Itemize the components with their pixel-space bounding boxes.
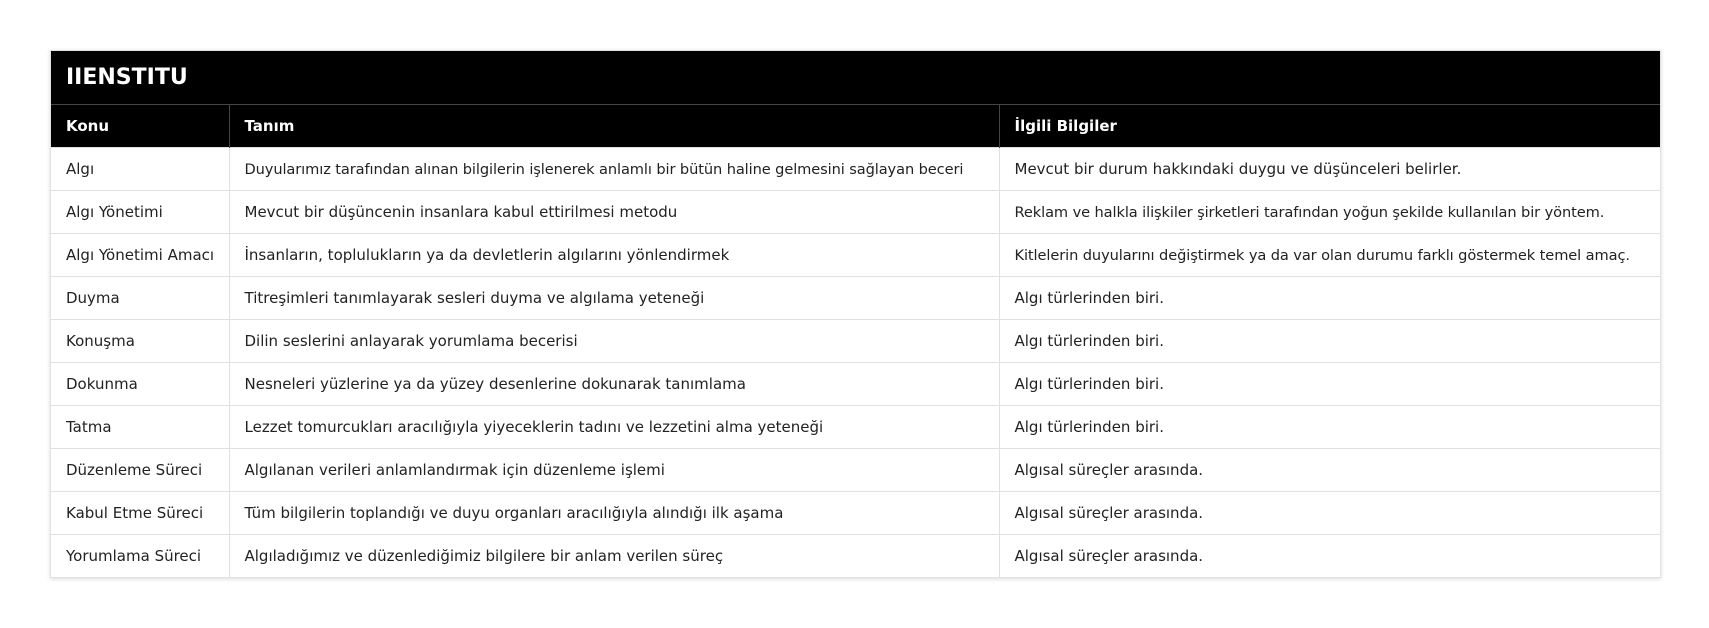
table-row	[51, 363, 1660, 406]
cell-konu: Düzenleme Süreci	[51, 449, 229, 492]
cell-tanim: İnsanların, toplulukların ya da devletlerin algılarını yönlendirmek	[229, 234, 999, 277]
table-header-row	[51, 105, 1660, 148]
cell-ilgili-bilgiler: Algı türlerinden biri.	[999, 277, 1660, 320]
info-table-card	[50, 50, 1661, 578]
cell-tanim: Titreşimleri tanımlayarak sesleri duyma ve algılama yeteneği	[229, 277, 999, 320]
table-row	[51, 492, 1660, 535]
table-row	[51, 191, 1660, 234]
cell-konu: Kabul Etme Süreci	[51, 492, 229, 535]
cell-konu: Yorumlama Süreci	[51, 535, 229, 578]
cell-konu: Algı Yönetimi	[51, 191, 229, 234]
cell-konu: Algı	[51, 148, 229, 191]
cell-tanim: Algılanan verileri anlamlandırmak için düzenleme işlemi	[229, 449, 999, 492]
header-konu: Konu	[51, 105, 229, 148]
header-tanim: Tanım	[229, 105, 999, 148]
cell-tanim: Lezzet tomurcukları aracılığıyla yiyeceklerin tadını ve lezzetini alma yeteneği	[229, 406, 999, 449]
table-row	[51, 320, 1660, 363]
cell-ilgili-bilgiler: Kitlelerin duyularını değiştirmek ya da var olan durumu farklı göstermek temel amaç.	[999, 234, 1660, 277]
table-row	[51, 406, 1660, 449]
cell-ilgili-bilgiler: Algısal süreçler arasında.	[999, 535, 1660, 578]
cell-tanim: Nesneleri yüzlerine ya da yüzey desenlerine dokunarak tanımlama	[229, 363, 999, 406]
table-row	[51, 148, 1660, 191]
cell-ilgili-bilgiler: Algısal süreçler arasında.	[999, 449, 1660, 492]
table-row	[51, 277, 1660, 320]
cell-ilgili-bilgiler: Reklam ve halkla ilişkiler şirketleri tarafından yoğun şekilde kullanılan bir yöntem.	[999, 191, 1660, 234]
table-row	[51, 234, 1660, 277]
cell-ilgili-bilgiler: Algı türlerinden biri.	[999, 363, 1660, 406]
cell-tanim: Mevcut bir düşüncenin insanlara kabul ettirilmesi metodu	[229, 191, 999, 234]
table-title: IIENSTITU	[51, 51, 1660, 105]
cell-ilgili-bilgiler: Algı türlerinden biri.	[999, 320, 1660, 363]
cell-ilgili-bilgiler: Mevcut bir durum hakkındaki duygu ve düşünceleri belirler.	[999, 148, 1660, 191]
cell-tanim: Tüm bilgilerin toplandığı ve duyu organları aracılığıyla alındığı ilk aşama	[229, 492, 999, 535]
info-table	[51, 105, 1660, 577]
header-ilgili-bilgiler: İlgili Bilgiler	[999, 105, 1660, 148]
cell-ilgili-bilgiler: Algı türlerinden biri.	[999, 406, 1660, 449]
cell-konu: Dokunma	[51, 363, 229, 406]
cell-konu: Algı Yönetimi Amacı	[51, 234, 229, 277]
table-row	[51, 449, 1660, 492]
cell-konu: Konuşma	[51, 320, 229, 363]
cell-tanim: Duyularımız tarafından alınan bilgilerin işlenerek anlamlı bir bütün haline gelmesini sağlayan beceri	[229, 148, 999, 191]
cell-konu: Tatma	[51, 406, 229, 449]
cell-tanim: Dilin seslerini anlayarak yorumlama becerisi	[229, 320, 999, 363]
cell-tanim: Algıladığımız ve düzenlediğimiz bilgilere bir anlam verilen süreç	[229, 535, 999, 578]
cell-konu: Duyma	[51, 277, 229, 320]
table-row	[51, 535, 1660, 578]
cell-ilgili-bilgiler: Algısal süreçler arasında.	[999, 492, 1660, 535]
